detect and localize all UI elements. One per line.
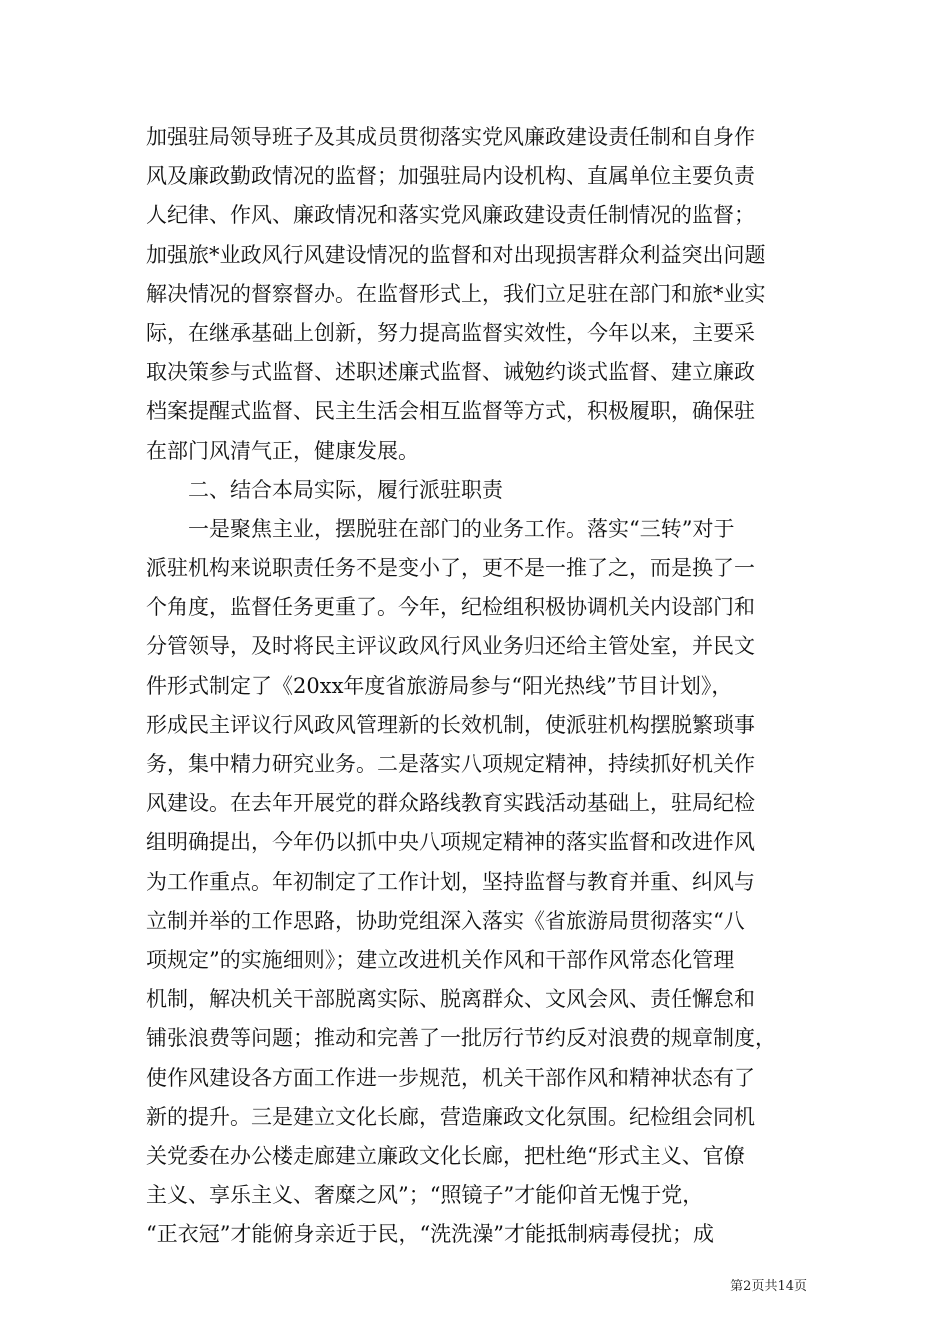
text-line: 档案提醒式监督、民主生活会相互监督等方式，积极履职，确保驻 — [146, 399, 755, 424]
text-line: “正衣冠”才能俯身亲近于民，“洗洗澡”才能抵制病毒侵扰；成 — [146, 1222, 714, 1247]
text-line: 组明确提出，今年仍以抓中央八项规定精神的落实监督和改进作风 — [146, 830, 755, 855]
text-line: 风建设。在去年开展党的群众路线教育实践活动基础上，驻局纪检 — [146, 791, 755, 816]
text-line: 加强旅*业政风行风建设情况的监督和对出现损害群众利益突出问题 — [146, 242, 766, 267]
text-line: 机制，解决机关干部脱离实际、脱离群众、文风会风、责任懈怠和 — [146, 987, 755, 1012]
text-line: 件形式制定了《20xx年度省旅游局参与“阳光热线”节目计划》， — [146, 673, 733, 698]
text-line: 派驻机构来说职责任务不是变小了，更不是一推了之，而是换了一 — [146, 556, 755, 581]
text-line: 新的提升。三是建立文化长廊，营造廉政文化氛围。纪检组会同机 — [146, 1104, 755, 1129]
text-line: 际，在继承基础上创新，努力提高监督实效性，今年以来，主要采 — [146, 320, 755, 345]
page-number: 第2页共14页 — [730, 1279, 807, 1294]
text-line: 使作风建设各方面工作进一步规范，机关干部作风和精神状态有了 — [146, 1065, 755, 1090]
text-line: 项规定”的实施细则》；建立改进机关作风和干部作风常态化管理 — [146, 947, 735, 972]
text-line: 立制并举的工作思路，协助党组深入落实《省旅游局贯彻落实“八 — [146, 908, 745, 933]
text-line: 铺张浪费等问题；推动和完善了一批厉行节约反对浪费的规章制度， — [146, 1026, 776, 1051]
text-line: 主义、享乐主义、奢糜之风”；“照镜子”才能仰首无愧于党， — [146, 1183, 704, 1208]
text-line: 一是聚焦主业，摆脱驻在部门的业务工作。落实“三转”对于 — [188, 516, 735, 541]
text-line: 分管领导，及时将民主评议政风行风业务归还给主管处室，并民文 — [146, 634, 755, 659]
text-line: 解决情况的督察督办。在监督形式上，我们立足驻在部门和旅*业实 — [146, 281, 766, 306]
text-line: 个角度，监督任务更重了。今年，纪检组积极协调机关内设部门和 — [146, 595, 755, 620]
section-heading: 二、结合本局实际，履行派驻职责 — [188, 477, 503, 502]
text-line: 加强驻局领导班子及其成员贯彻落实党风廉政建设责任制和自身作 — [146, 125, 755, 149]
text-line: 关党委在办公楼走廊建立廉政文化长廊，把杜绝“形式主义、官僚 — [146, 1143, 745, 1168]
body-text — [146, 118, 808, 1254]
text-line: 取决策参与式监督、述职述廉式监督、诫勉约谈式监督、建立廉政 — [146, 360, 755, 385]
text-line: 务，集中精力研究业务。二是落实八项规定精神，持续抓好机关作 — [146, 752, 755, 776]
text-line: 风及廉政勤政情况的监督；加强驻局内设机构、直属单位主要负责 — [146, 164, 755, 189]
text-line: 人纪律、作风、廉政情况和落实党风廉政建设责任制情况的监督； — [146, 203, 755, 228]
text-line: 为工作重点。年初制定了工作计划，坚持监督与教育并重、纠风与 — [146, 869, 755, 894]
text-line: 形成民主评议行风政风管理新的长效机制，使派驻机构摆脱繁琐事 — [146, 712, 755, 737]
text-line: 在部门风清气正，健康发展。 — [146, 438, 419, 463]
